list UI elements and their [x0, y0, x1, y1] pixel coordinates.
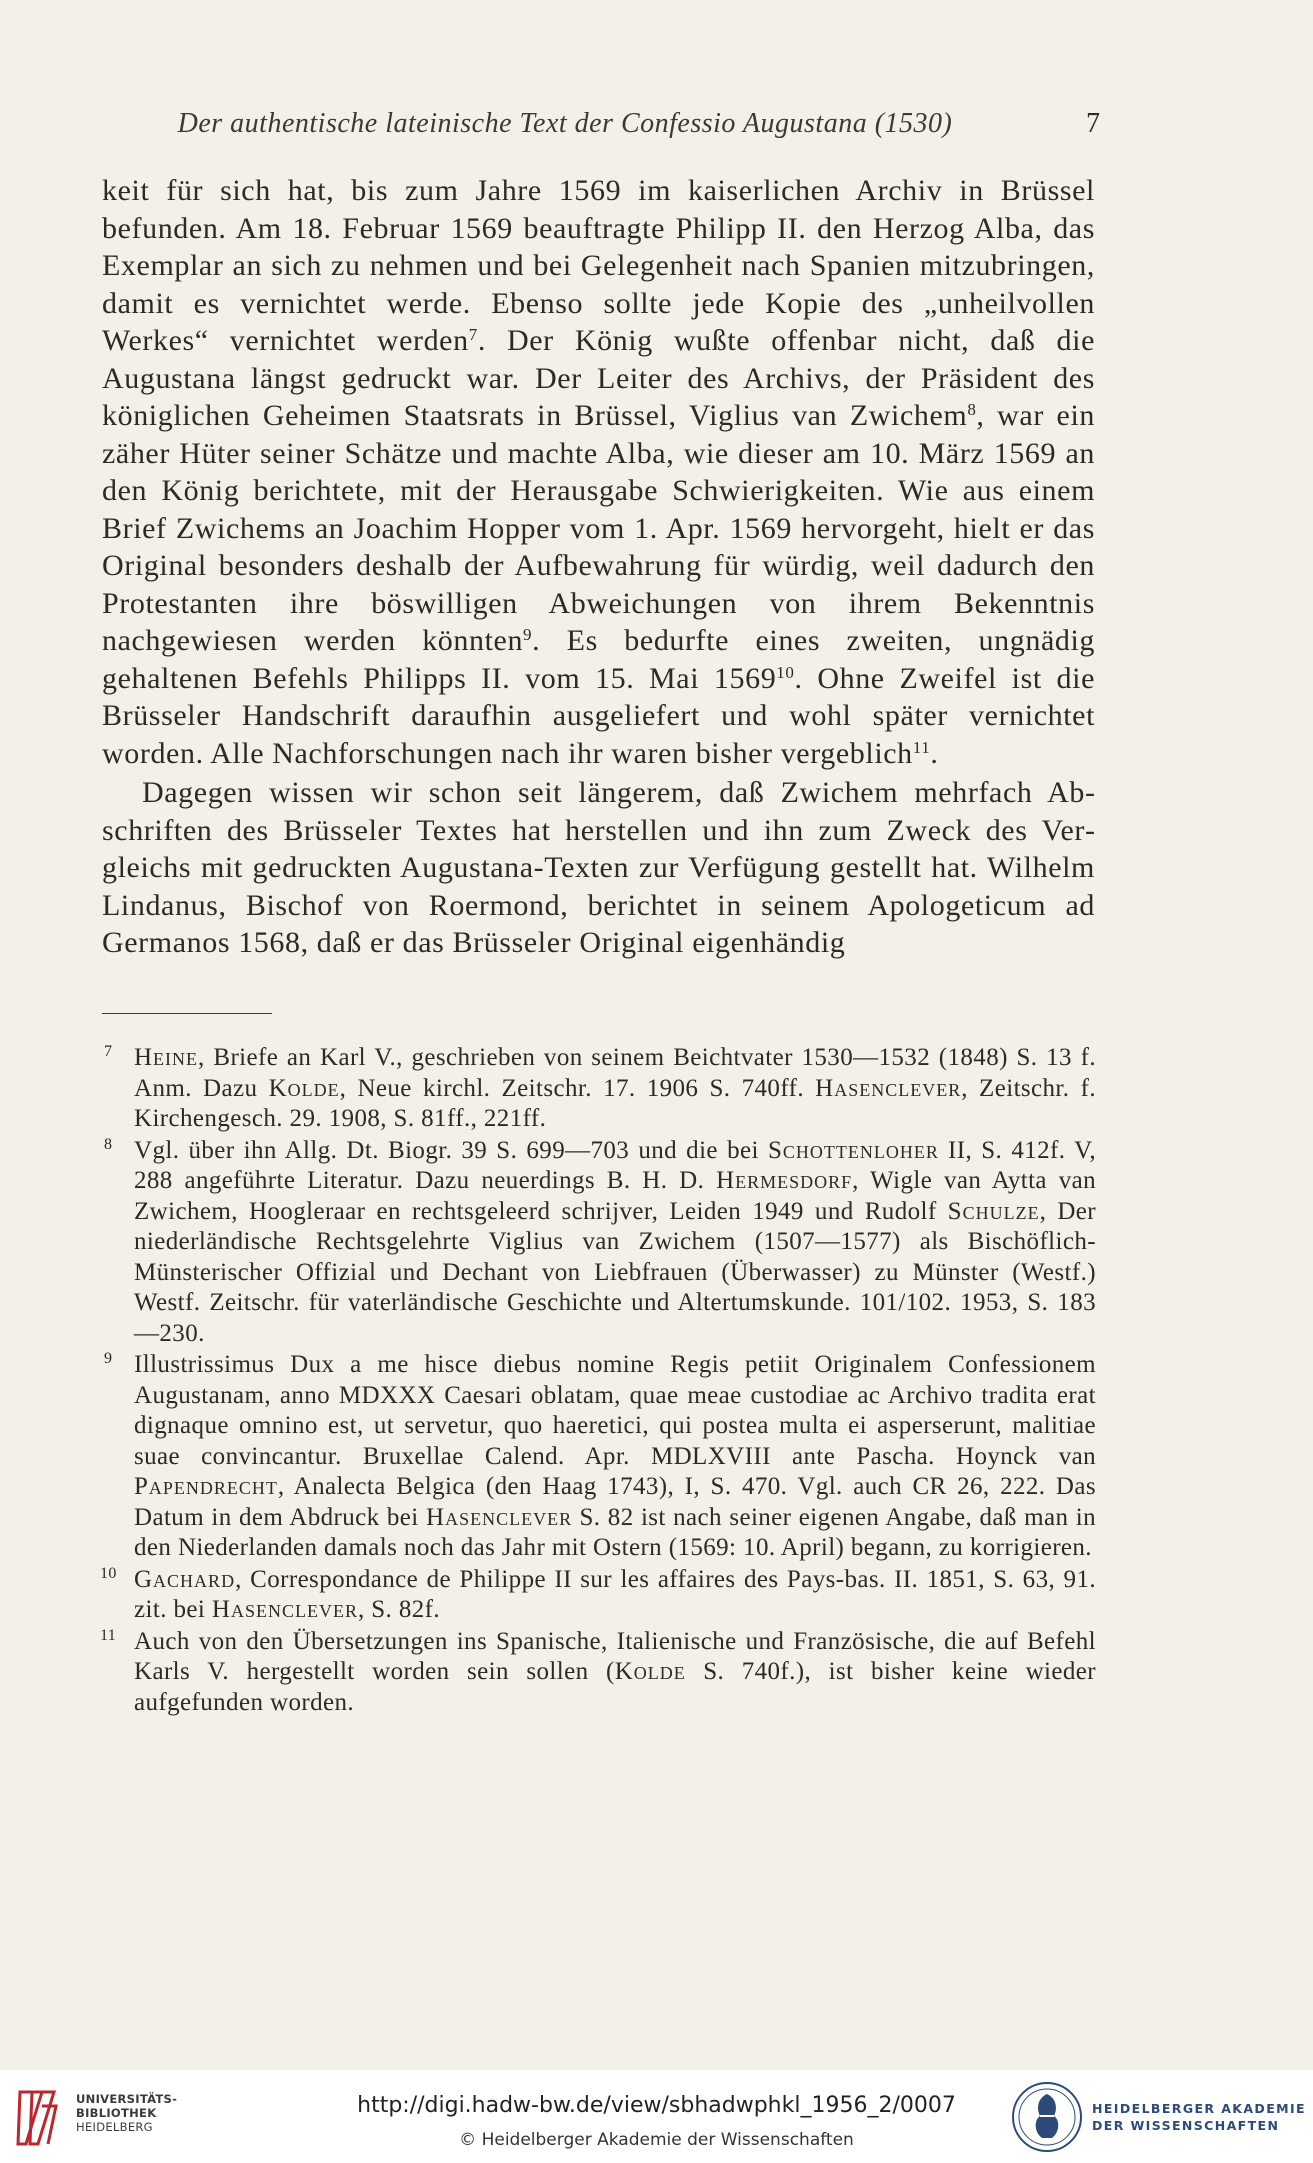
copyright-notice: © Heidelberger Akademie der Wissenschaften: [459, 2130, 854, 2150]
library-line-3: HEIDELBERG: [76, 2120, 153, 2134]
footnote-number: 10: [100, 1564, 117, 1582]
footnote-10: [100, 1565, 1096, 1626]
page-number: 7: [1086, 108, 1100, 139]
footnote-reference[interactable]: 8: [967, 400, 977, 419]
running-title: Der authentische lateinische Text der Confessio Augustana (1530): [177, 108, 953, 139]
footnote-11: [100, 1627, 1096, 1719]
main-text: [102, 172, 1095, 962]
author-name: Gachard: [134, 1565, 236, 1593]
academy-name: [1092, 2100, 1306, 2134]
academy-line-2: DER WISSENSCHAFTEN: [1092, 2118, 1280, 2133]
text-run: S. 740f.), ist bisher keine wieder aufgefunden worden.: [134, 1658, 1096, 1716]
footnote-9: [100, 1350, 1096, 1564]
footnote-separator: [102, 1013, 272, 1014]
paragraph-2: Dagegen wissen wir schon seit längerem, daß Zwichem mehrfach Abschriften des Brüsseler Textes hat herstellen und ihn zum Zweck des Vergleichs mit gedruckten Augustana-Texten zur Verfügung gestellt hat. Wilhelm Lindanus, Bischof von Roermond, berichtet in seinem Apologeticum ad Germanos 1568, daß er das Brüsseler Original eigenhändig: [102, 776, 1095, 959]
footnote-number: 8: [104, 1135, 113, 1153]
author-name: Hasenclever: [426, 1503, 573, 1531]
text-run: , Analecta Belgica (den Haag 1743), I, S. 470. Vgl. auch CR 26, 222. Das Datum in dem Abdruck bei: [134, 1473, 1096, 1531]
footnote-number: 11: [100, 1626, 117, 1644]
author-name: Hasenclever: [211, 1596, 358, 1623]
text-run: . Ohne Zweifel ist die Brüsseler Handschrift daraufhin ausgeliefert und wohl später vernichtet worden. Alle Nachforschungen nach ihr waren bisher vergeblich: [102, 661, 1095, 770]
author-name: Schulze: [947, 1197, 1040, 1225]
text-run: II, S. 412f. V, 288 angeführte Literatur. Dazu neuerdings B. H. D.: [134, 1136, 1096, 1194]
text-run: , Zeitschr. f. Kirchengesch. 29. 1908, S. 81ff., 221ff.: [134, 1074, 1096, 1132]
author-name: Kolde: [614, 1658, 686, 1685]
author-name: Papendrecht: [134, 1473, 278, 1500]
text-run: , Neue kirchl. Zeitschr. 17. 1906 S. 740ff.: [339, 1074, 816, 1102]
academy-line-1: HEIDELBERGER AKADEMIE: [1092, 2101, 1306, 2116]
text-run: , war ein zäher Hüter seiner Schätze und machte Alba, wie dieser am 10. März 1569 an den König berichtete, mit der Herausgabe Schwierigkeiten. Wie aus einem Brief Zwichems an Joachim Hopper vom 1. Apr. 1569 hervorgeht, hielt er das Original besonders deshalb der Aufbewahrung für würdig, weil dadurch den Protestanten ihre böswilligen Abweichungen von ihrem Bekenntnis nachgewiesen werden könnten: [102, 399, 1095, 657]
academy-seal-icon: [1010, 2080, 1084, 2154]
text-run: . Der König wußte offenbar nicht, daß die Augustana längst gedruckt war. Der Leiter des Archivs, der Präsident des königlichen Geheimen Staatsrats in Brüssel, Viglius van Zwichem: [102, 324, 1095, 432]
footnote-reference[interactable]: 10: [776, 662, 795, 682]
footnote-reference[interactable]: 7: [468, 325, 478, 344]
footnote-8: [100, 1136, 1096, 1350]
text-run: .: [930, 736, 939, 770]
text-run: Vgl. über ihn Allg. Dt. Biogr. 39 S. 699—703 und die bei: [134, 1136, 768, 1164]
document-url-link[interactable]: http://digi.hadw-bw.de/view/sbhadwphkl_1956_2/0007: [357, 2093, 956, 2118]
text-run: . Es bedurfte eines zweiten, ungnädig gehaltenen Befehls Philipps II. vom 15. Mai 1569: [102, 624, 1096, 695]
footnote-reference[interactable]: 9: [523, 625, 533, 644]
author-name: Hasenclever: [815, 1074, 962, 1102]
footnote-reference[interactable]: 11: [912, 737, 931, 757]
viewer-footer: [0, 2070, 1313, 2163]
text-run: Auch von den Übersetzungen ins Spanische, Italienische und Französische, die auf Befehl Karls V. hergestellt worden sein sollen (: [134, 1627, 1096, 1685]
text-run: , Der niederländische Rechtsgelehrte Viglius van Zwichem (1507—1577) als Bischöflich-Münsterischer Offizial und Dechant von Liebfrauen (Überwasser) zu Münster (Westf.) Westf. Zeitschr. für vaterländische Geschichte und Altertumskunde. 101/102. 1953, S. 183—230.: [134, 1197, 1096, 1347]
text-run: , Wigle van Aytta van Zwichem, Hoogleraar en rechtsgeleerd schrijver, Leiden 1949 und Rudolf: [134, 1167, 1096, 1225]
text-run: , Briefe an Karl V., geschrieben von seinem Beichtvater 1530—1532 (1848) S. 13 f. Anm. Dazu: [134, 1044, 1096, 1102]
footnote-7: [100, 1043, 1096, 1135]
text-run: S. 82 ist nach seiner eigenen Angabe, daß man in den Niederlanden damals noch das Jahr mit Ostern (1569: 10. April) begann, zu korrigieren.: [134, 1503, 1096, 1561]
library-line-2: BIBLIOTHEK: [76, 2106, 157, 2120]
text-run: , Correspondance de Philippe II sur les affaires des Pays-bas. II. 1851, S. 63, 91. zit. bei: [134, 1565, 1096, 1623]
author-name: Kolde: [268, 1074, 340, 1102]
page-header: [100, 108, 1100, 148]
footnotes: [100, 1043, 1096, 1719]
library-line-1: UNIVERSITÄTS-: [76, 2092, 178, 2106]
author-name: Heine: [134, 1044, 199, 1071]
text-run: Illustrissimus Dux a me hisce diebus nomine Regis petiit Originalem Confessionem Augustanam, anno MDXXX Caesari oblatam, quae meae custodiae ac Archivo tradita erat dignaque omnino est, ut servetur, quo haeretici, qui postea multa ei asperserunt, malitiae suae convincantur. Bruxellae Calend. Apr. MDLXVIII ante Pascha. Hoynck van: [134, 1351, 1096, 1470]
footnote-number: 7: [104, 1043, 113, 1060]
text-run: , S. 82f.: [357, 1596, 441, 1623]
author-name: Hermesdorf: [716, 1167, 853, 1194]
footnote-number: 9: [104, 1350, 113, 1367]
text-run: keit für sich hat, bis zum Jahre 1569 im kaiserlichen Archiv in Brüssel befunden. Am 18. Februar 1569 beauftragte Philipp II. den Herzog Alba, das Exemplar an sich zu nehmen und bei Gelegenheit nach Spanien mitzubringen, damit es vernichtet werde. Ebenso sollte jede Kopie des „unheilvollen Werkes“ vernichtet werden: [102, 174, 1095, 357]
paragraph-1: [102, 172, 1095, 772]
author-name: Schottenloher: [767, 1136, 939, 1164]
